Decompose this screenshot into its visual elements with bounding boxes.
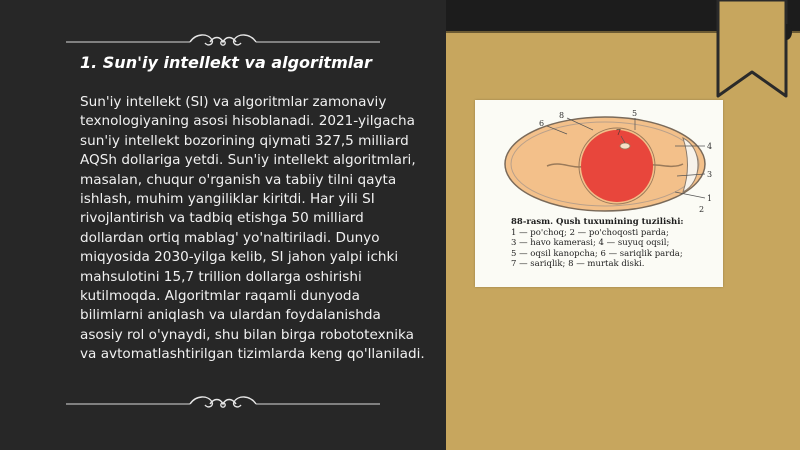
caption-line: 3 — havo kamerasi; 4 — suyuq oqsil;	[511, 238, 670, 249]
figure-caption	[511, 217, 716, 269]
top-ornament-divider	[0, 31, 446, 51]
germinal-disc	[620, 143, 630, 149]
label-1: 1	[707, 194, 713, 203]
label-3: 3	[707, 170, 713, 179]
bookmark-icon	[712, 0, 792, 102]
egg-structure-figure	[475, 100, 723, 287]
label-5: 5	[632, 109, 638, 118]
caption-line: 7 — sariqlik; 8 — murtak diski.	[511, 258, 645, 269]
caption-title: 88-rasm. Qush tuxumining tuzilishi:	[511, 217, 684, 227]
slide-body-text: Sun'iy intellekt (SI) va algoritmlar zamonaviy texnologiyaning asosi hisoblanadi. 2021-yilgacha sun'iy intellekt bozorining qiymati 327,5 milliard AQSh dollariga yetdi. Sun'iy intellekt algoritmlari, masalan, chuqur o'rganish va tabiiy tilni qayta ishlash, muhim yangiliklar kiritdi. Har yili SI rivojlantirish va tadbiq etishga 50 milliard dollardan ortiq mablag' yo'naltiriladi. Dunyo miqyosida 2030-yilga kelib, SI jahon yalpi ichki mahsulotini 15,7 trillion dollarga oshirishi kutilmoqda. Algoritmlar raqamli dunyoda bilimlarni aniqlash va ulardan foydalanishda asosiy rol o'ynaydi, shu bilan birga robototexnika va avtomatlashtirilgan tizimlarda keng qo'llaniladi.	[80, 94, 425, 363]
caption-line: 5 — oqsil kanopcha; 6 — sariqlik parda;	[511, 248, 683, 259]
label-8: 8	[559, 111, 565, 120]
label-7: 7	[616, 128, 622, 137]
label-6: 6	[539, 119, 545, 128]
egg-yolk	[581, 130, 653, 202]
slide-title: 1. Sun'iy intellekt va algoritmlar	[80, 53, 372, 72]
label-4: 4	[707, 142, 713, 151]
caption-line: 1 — po'choq; 2 — po'choqosti parda;	[511, 228, 669, 239]
bottom-ornament-divider	[0, 393, 446, 413]
label-2: 2	[699, 205, 705, 214]
egg-diagram	[475, 100, 723, 218]
